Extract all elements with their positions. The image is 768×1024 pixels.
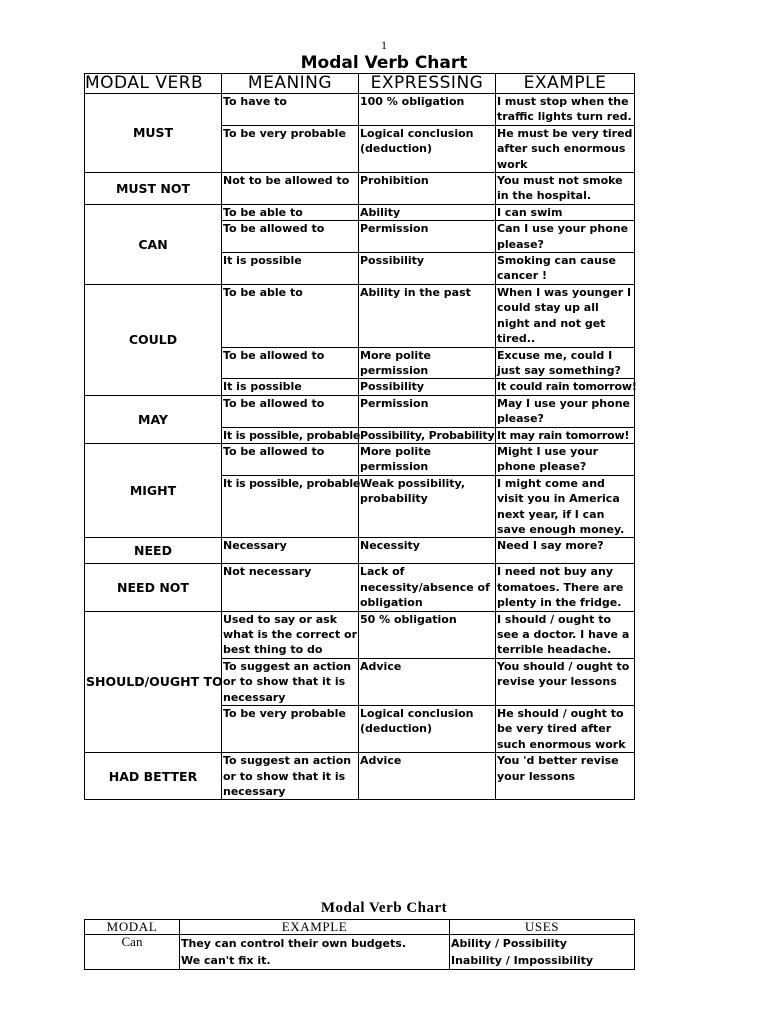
meaning-cell: Not necessary <box>222 564 359 611</box>
expressing-cell: More polite permission <box>359 347 496 379</box>
expressing-cell: Logical conclusion (deduction) <box>359 706 496 753</box>
uses-line: Ability / Possibility <box>451 937 567 950</box>
expressing-cell: Lack of necessity/absence of obligation <box>359 564 496 611</box>
meaning-cell: To suggest an action or to show that it is necessary <box>222 753 359 800</box>
expressing-cell: Ability in the past <box>359 284 496 347</box>
table-row <box>85 443 635 475</box>
expressing-cell: Advice <box>359 753 496 800</box>
expressing-cell: Possibility <box>359 253 496 285</box>
modal-cell: MAY <box>85 395 222 443</box>
meaning-cell: Used to say or ask what is the correct or best thing to do <box>223 612 358 657</box>
example-cell: I need not buy any tomatoes. There are plenty in the fridge. <box>496 564 635 611</box>
expressing-cell: Possibility, Probability <box>360 428 495 442</box>
example-cell: You should / ought to revise your lessons <box>496 658 635 705</box>
table-header-row <box>85 920 635 935</box>
example-cell: He must be very tired after such enormous work <box>496 125 635 172</box>
modal-cell: MIGHT <box>85 443 222 537</box>
expressing-cell: Logical conclusion (deduction) <box>359 125 496 172</box>
example-cell: Might I use your phone please? <box>496 443 635 475</box>
header-meaning: MEANING <box>222 74 359 94</box>
example-line: We can't fix it. <box>181 954 271 967</box>
modal-cell: COULD <box>85 284 222 395</box>
header-modal: MODAL <box>85 920 180 935</box>
meaning-cell: To suggest an action or to show that it is necessary <box>222 658 359 705</box>
table-row <box>85 538 635 564</box>
example-cell: When I was younger I could stay up all night and not get tired.. <box>496 284 635 347</box>
meaning-cell: Not to be allowed to <box>222 173 359 205</box>
example-cell: I should / ought to see a doctor. I have a terrible headache. <box>496 611 635 658</box>
uses-cell <box>450 935 635 970</box>
example-cell: You 'd better revise your lessons <box>496 753 635 800</box>
page-number: 1 <box>381 38 387 52</box>
example-cell: Smoking can cause cancer ! <box>496 253 635 285</box>
expressing-cell: 50 % obligation <box>359 611 496 658</box>
chart-title-2: Modal Verb Chart <box>320 900 448 916</box>
modal-cell: NEED NOT <box>85 564 222 611</box>
meaning-cell: To be allowed to <box>222 443 359 475</box>
example-cell: He should / ought to be very tired after such enormous work <box>496 706 635 753</box>
expressing-cell: Permission <box>359 221 496 253</box>
modal-cell: HAD BETTER <box>85 753 222 800</box>
meaning-cell: To have to <box>222 94 359 126</box>
header-example: EXAMPLE <box>180 920 450 935</box>
meaning-cell: To be allowed to <box>222 395 359 427</box>
modal-cell: MUST <box>85 94 222 173</box>
table-row <box>85 935 635 970</box>
meaning-cell: To be able to <box>222 204 359 220</box>
modal-cell: Can <box>85 935 180 970</box>
example-cell: Need I say more? <box>496 538 635 564</box>
example-line: They can control their own budgets. <box>181 937 407 950</box>
example-cell: You must not smoke in the hospital. <box>496 173 635 205</box>
example-cell: May I use your phone please? <box>496 395 635 427</box>
expressing-cell: More polite permission <box>359 443 496 475</box>
table-header-row <box>85 74 635 94</box>
table-row <box>85 284 635 347</box>
example-cell: I must stop when the traffic lights turn red. <box>496 94 635 126</box>
meaning-cell: To be able to <box>222 284 359 347</box>
meaning-cell: It is possible, probable <box>222 475 359 538</box>
table-row <box>85 611 635 658</box>
table-row <box>85 173 635 205</box>
modal-cell: MUST NOT <box>85 173 222 205</box>
table-row <box>85 204 635 220</box>
expressing-cell: Permission <box>359 395 496 427</box>
expressing-cell: Ability <box>359 204 496 220</box>
header-modal-verb: MODAL VERB <box>85 74 222 94</box>
example-cell: I might come and visit you in America next year, if I can save enough money. <box>496 475 635 538</box>
header-example: EXAMPLE <box>496 74 635 94</box>
modal-uses-table <box>84 919 635 970</box>
meaning-cell: To be very probable <box>222 125 359 172</box>
example-cell: It may rain tomorrow! <box>496 427 635 443</box>
header-expressing: EXPRESSING <box>359 74 496 94</box>
meaning-cell: To be allowed to <box>222 221 359 253</box>
modal-verb-table <box>84 73 635 800</box>
meaning-cell: It is possible <box>222 253 359 285</box>
example-cell: Can I use your phone please? <box>496 221 635 253</box>
meaning-cell: To be very probable <box>222 706 359 753</box>
uses-line: Inability / Impossibility <box>451 954 594 967</box>
meaning-cell: To be allowed to <box>222 347 359 379</box>
example-cell <box>180 935 450 970</box>
modal-cell: NEED <box>85 538 222 564</box>
meaning-cell: It is possible, probable <box>223 428 361 442</box>
meaning-cell: Necessary <box>222 538 359 564</box>
example-cell: Excuse me, could I just say something? <box>496 347 635 379</box>
example-cell: It could rain tomorrow! <box>497 380 637 394</box>
chart-title: Modal Verb Chart <box>300 53 468 73</box>
expressing-cell: Advice <box>359 658 496 705</box>
expressing-cell: Prohibition <box>359 173 496 205</box>
table-row <box>85 395 635 427</box>
modal-cell: SHOULD/OUGHT TO <box>85 611 222 753</box>
table-row <box>85 94 635 126</box>
table-row <box>85 564 635 611</box>
example-cell: I can swim <box>496 204 635 220</box>
expressing-cell: Necessity <box>359 538 496 564</box>
modal-cell: CAN <box>85 204 222 284</box>
table-row <box>85 753 635 800</box>
header-uses: USES <box>450 920 635 935</box>
expressing-cell: Weak possibility, probability <box>359 475 496 538</box>
expressing-cell: 100 % obligation <box>359 94 496 126</box>
expressing-cell: Possibility <box>359 379 496 395</box>
meaning-cell: It is possible <box>222 379 359 395</box>
